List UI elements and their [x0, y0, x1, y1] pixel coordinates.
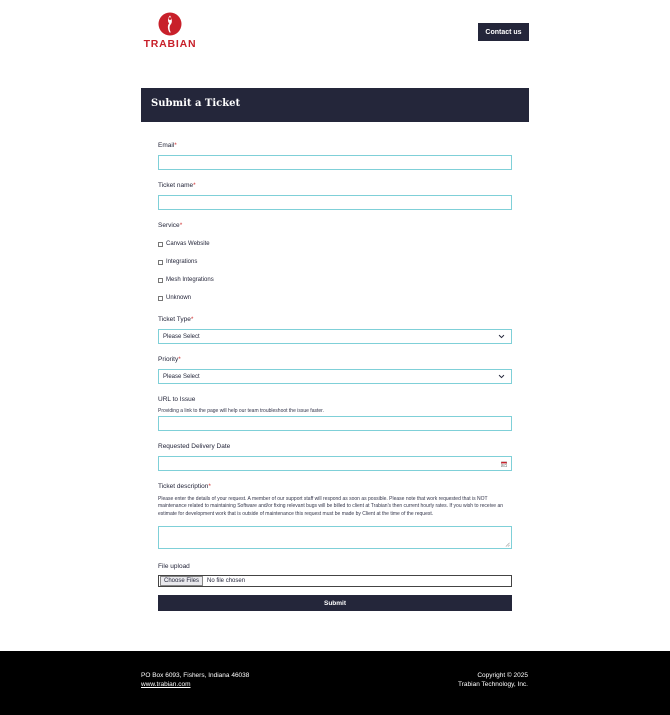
- service-option-canvas-website[interactable]: Canvas Website: [158, 240, 210, 248]
- description-label: Ticket description*: [158, 483, 211, 490]
- ticket-name-label: Ticket name*: [158, 182, 196, 189]
- ticket-name-field[interactable]: [158, 195, 512, 210]
- service-option-mesh-integrations[interactable]: Mesh Integrations: [158, 276, 214, 284]
- checkbox[interactable]: [158, 296, 163, 301]
- email-field[interactable]: [158, 155, 512, 170]
- required-marker: *: [178, 356, 181, 363]
- page-title: Submit a Ticket: [151, 98, 241, 109]
- footer-contact: [141, 671, 249, 689]
- contact-us-button[interactable]: Contact us: [478, 23, 529, 41]
- file-upload-input[interactable]: [158, 575, 512, 587]
- footer-company: Trabian Technology, Inc.: [458, 681, 528, 688]
- priority-label: Priority*: [158, 356, 181, 363]
- trabian-logo[interactable]: [141, 12, 199, 50]
- logo-emblem-icon: [158, 12, 182, 36]
- resize-handle-icon[interactable]: [505, 542, 510, 547]
- checkbox[interactable]: [158, 278, 163, 283]
- priority-value: Please Select: [163, 373, 200, 380]
- submit-button[interactable]: Submit: [158, 595, 512, 611]
- footer-address: PO Box 6093, Fishers, Indiana 46038: [141, 672, 250, 679]
- priority-select[interactable]: [158, 369, 512, 384]
- ticket-type-value: Please Select: [163, 333, 200, 340]
- file-status-text: No file chosen: [207, 578, 246, 584]
- required-marker: *: [193, 182, 196, 189]
- required-marker: *: [190, 316, 194, 323]
- url-field[interactable]: [158, 416, 512, 431]
- checkbox[interactable]: [158, 242, 163, 247]
- url-help-text: Providing a link to the page will help our team troubleshoot the issue faster.: [158, 408, 324, 414]
- footer-legal: [458, 671, 528, 689]
- form-title-banner: [141, 88, 529, 122]
- logo-wordmark: TRABIAN: [143, 38, 197, 50]
- service-option-unknown[interactable]: Unknown: [158, 294, 191, 302]
- site-footer: [0, 651, 670, 715]
- chevron-down-icon: [498, 333, 505, 340]
- url-label: URL to Issue: [158, 396, 196, 403]
- footer-website-link[interactable]: www.trabian.com: [141, 681, 191, 688]
- delivery-date-label: Requested Delivery Date: [158, 443, 231, 450]
- ticket-type-label: Ticket Type*: [158, 316, 194, 323]
- service-option-integrations[interactable]: Integrations: [158, 258, 197, 266]
- service-label: Service*: [158, 222, 183, 229]
- required-marker: *: [174, 142, 177, 149]
- required-marker: *: [208, 483, 211, 490]
- checkbox[interactable]: [158, 260, 163, 265]
- footer-copyright: Copyright © 2025: [477, 672, 528, 679]
- description-textarea[interactable]: [158, 526, 512, 549]
- chevron-down-icon: [498, 373, 505, 380]
- delivery-date-field[interactable]: [158, 456, 512, 471]
- required-marker: *: [179, 222, 183, 229]
- file-upload-label: File upload: [158, 563, 190, 570]
- email-label: Email*: [158, 142, 177, 149]
- calendar-icon[interactable]: [501, 461, 507, 467]
- description-help-text: Please enter the details of your request. A member of our support staff will respond as soon as possible. Please note that work requested that is NOT maintenance related to maintaining Software and/or fixing relevant bugs will be billed to client at Trabian's then current hourly rates. If you wish to receive an estimate for development work that is outside of maintenance this request must be made by Client at the time of the request.: [158, 496, 504, 517]
- ticket-type-select[interactable]: [158, 329, 512, 344]
- site-header: [0, 0, 670, 60]
- choose-files-button[interactable]: Choose Files: [160, 576, 203, 586]
